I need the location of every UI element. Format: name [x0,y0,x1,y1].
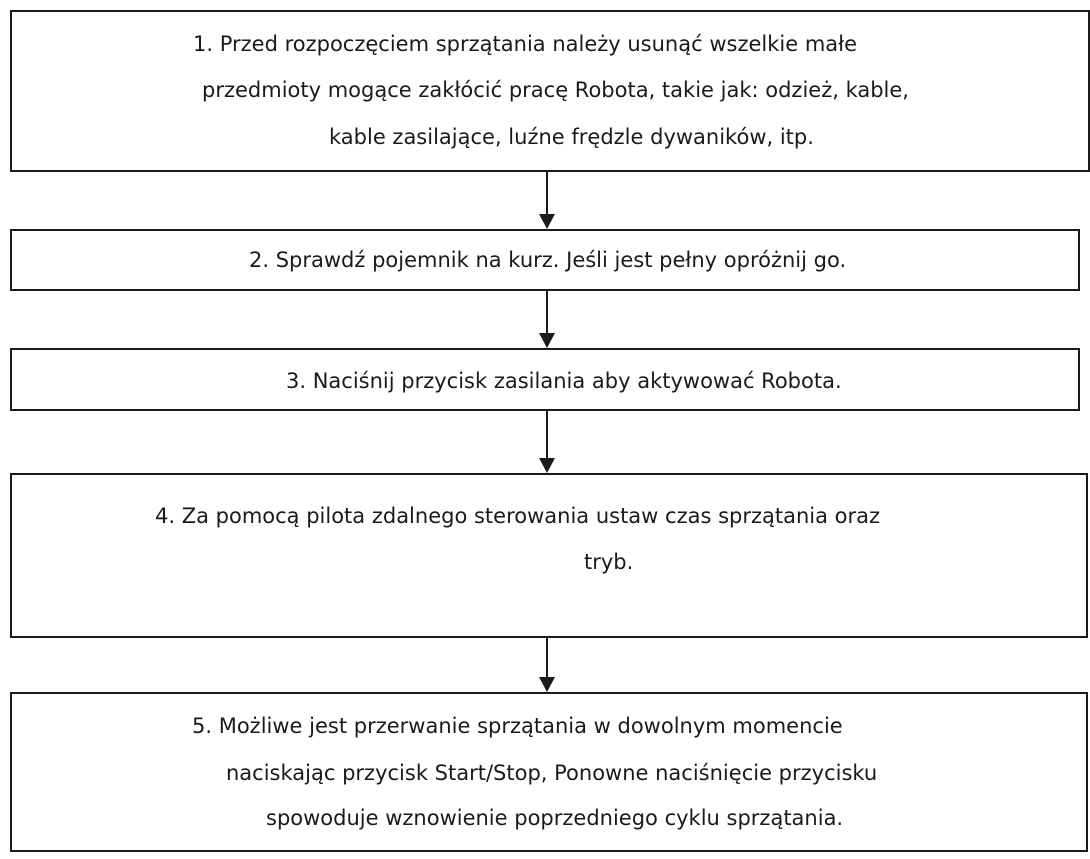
arrow-3-to-4 [539,411,555,473]
step-1-line-1: 1. Przed rozpoczęciem sprzątania należy usunąć wszelkie małe [193,32,858,56]
step-5-line-2: naciskając przycisk Start/Stop, Ponowne naciśnięcie przycisku [226,761,878,785]
step-4-line-2: tryb. [584,550,634,574]
step-2-line-1: 2. Sprawdź pojemnik na kurz. Jeśli jest pełny opróżnij go. [249,248,847,272]
step-1-line-3: kable zasilające, luźne frędzle dywaników, itp. [329,125,814,149]
arrow-1-to-2 [539,172,555,229]
step-3-line-1: 3. Naciśnij przycisk zasilania aby aktywować Robota. [286,369,842,393]
arrow-2-to-3 [539,291,555,348]
step-1-line-2: przedmioty mogące zakłócić pracę Robota, takie jak: odzież, kable, [202,78,909,102]
arrow-4-to-5 [539,638,555,692]
step-5-line-3: spowoduje wznowienie poprzedniego cyklu sprzątania. [266,806,844,830]
step-5-line-1: 5. Możliwe jest przerwanie sprzątania w dowolnym momencie [192,714,843,738]
step-4-line-1: 4. Za pomocą pilota zdalnego sterowania ustaw czas sprzątania oraz [155,504,881,528]
